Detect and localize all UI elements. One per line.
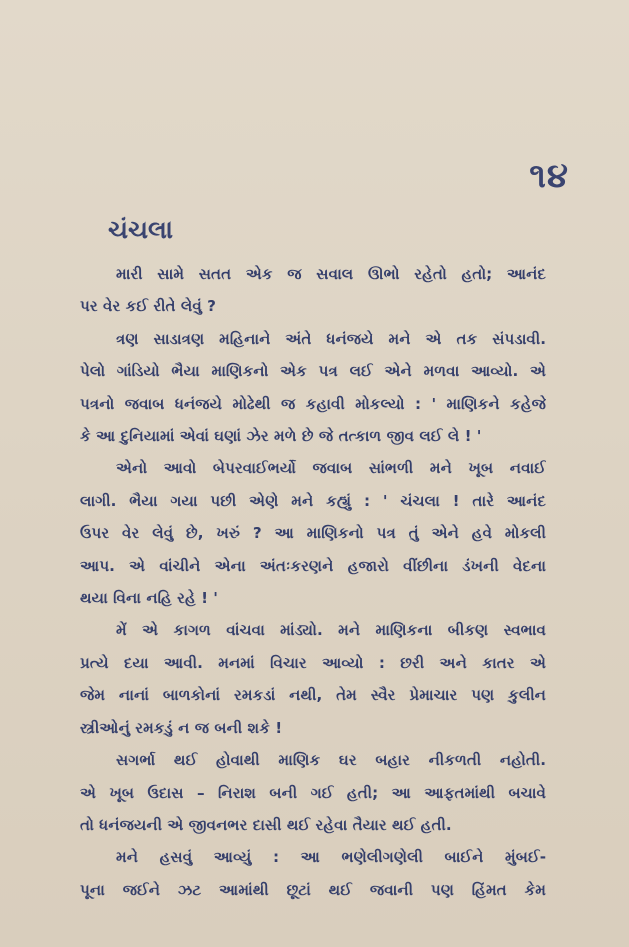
text-line: કે આ દુનિયામાં એવાં ઘણાં ઝેર મળે છે જે તત્કાળ જીવ લઈ લે ! ' — [80, 427, 482, 446]
paragraph — [80, 614, 546, 744]
text-line: પૂના જઈને ઝટ આમાંથી છૂટાં થઈ જવાની પણ હિંમત કેમ — [80, 880, 546, 899]
page-number: ૧૪ — [529, 156, 569, 196]
text-line: થયા વિના નહિ રહે ! ' — [80, 589, 218, 608]
section-title: ચંચલા — [108, 215, 174, 244]
paragraph — [80, 323, 546, 453]
body-text — [80, 258, 546, 906]
text-line: ત્રણ સાડાત્રણ મહિનાને અંતે ધનંજયે મને એ તક સંપડાવી. — [116, 329, 546, 348]
paragraph — [80, 744, 546, 841]
text-line: સગર્ભા થઈ હોવાથી માણિક ઘર બહાર નીકળતી નહોતી. — [116, 751, 546, 770]
text-line: પેલો ગાંડિયો ભૈયા માણિકનો એક પત્ર લઈ એને મળવા આવ્યો. એ — [80, 362, 546, 381]
text-line: ઉપર વેર લેવું છે, ખરું ? આ માણિકનો પત્ર તું એને હવે મોકલી — [80, 524, 546, 543]
text-line: એનો આવો બેપરવાઈભર્યો જવાબ સાંભળી મને ખૂબ નવાઈ — [116, 459, 546, 478]
text-line: મેં એ કાગળ વાંચવા માંડ્યો. મને માણિકના બીકણ સ્વભાવ — [116, 621, 546, 640]
paragraph — [80, 258, 546, 323]
paragraph — [80, 452, 546, 614]
text-line: મને હસવું આવ્યું : આ ભણેલીગણેલી બાઈને મુંબઈ- — [116, 848, 546, 867]
text-line: પર વેર કઈ રીતે લેવું ? — [80, 297, 216, 316]
text-line: સ્ત્રીઓનું રમકડું ન જ બની શકે ! — [80, 718, 283, 737]
text-line: આપ. એ વાંચીને એના અંતઃકરણને હજારો વીંછીના ડંખની વેદના — [80, 556, 546, 575]
text-line: મારી સામે સતત એક જ સવાલ ઊભો રહેતો હતો; આનંદ — [116, 265, 546, 283]
text-line: જેમ નાનાં બાળકોનાં રમકડાં નથી, તેમ સ્વૈર પ્રેમાચાર પણ કુલીન — [80, 686, 546, 705]
text-line: પ્રત્યે દયા આવી. મનમાં વિચાર આવ્યો : છરી અને કાતર એ — [80, 653, 546, 672]
text-line: લાગી. ભૈયા ગયા પછી એણે મને કહ્યું : ' ચંચલા ! તારે આનંદ — [80, 491, 546, 510]
text-line: તો ધનંજયની એ જીવનભર દાસી થઈ રહેવા તૈયાર થઈ હતી. — [80, 815, 452, 834]
text-line: પત્રનો જવાબ ધનંજયે મોઢેથી જ કહાવી મોકલ્યો : ' માણિકને કહેજે — [80, 394, 546, 413]
paragraph — [80, 841, 546, 906]
text-line: એ ખૂબ ઉદાસ – નિરાશ બની ગઈ હતી; આ આફતમાંથી બચાવે — [80, 783, 546, 802]
